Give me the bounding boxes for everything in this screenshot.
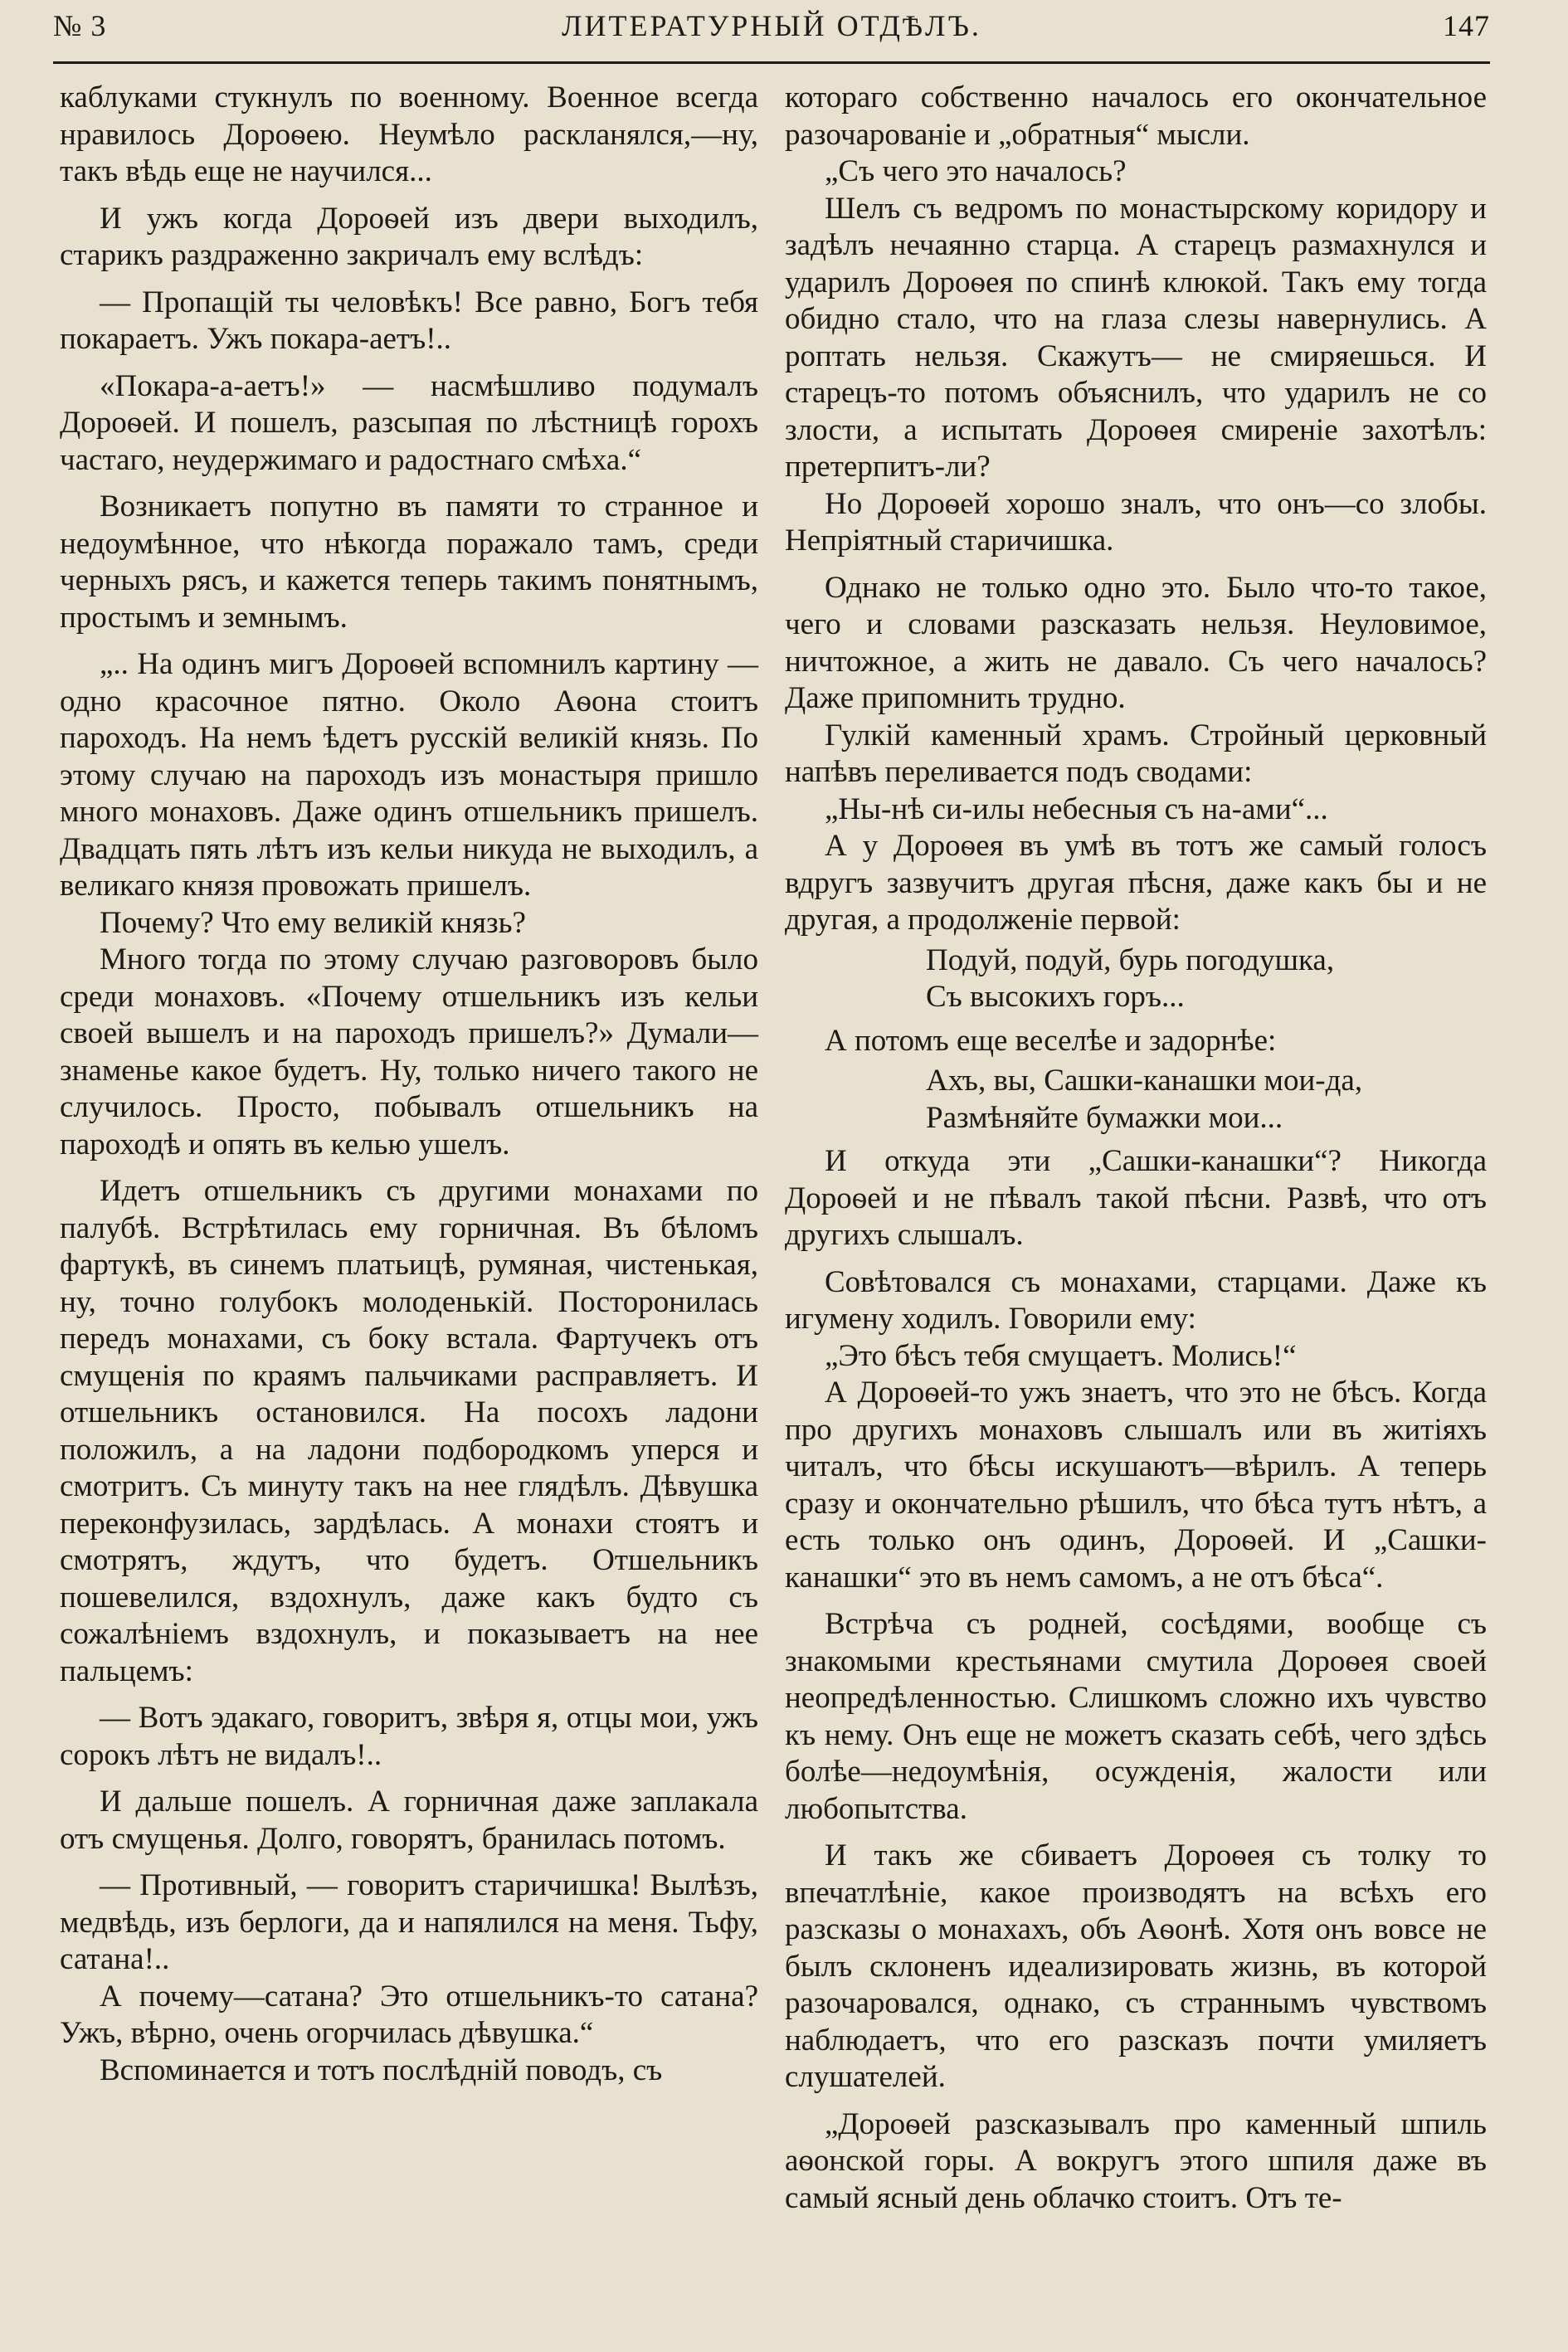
paragraph: И откуда эти „Сашки-канашки“? Никогда Дороѳей и не пѣвалъ такой пѣсни. Развѣ, что отъ другихъ слышалъ. [785,1144,1487,1252]
verse-line: Подуй, подуй, бурь погодушка, [926,942,1335,977]
verse-line: Размѣняйте бумажки мои... [926,1100,1283,1135]
paragraph: А потомъ еще веселѣе и задорнѣе: [825,1023,1277,1058]
paragraph: Идетъ отшельникъ съ другими монахами по палубѣ. Встрѣтилась ему горничная. Въ бѣломъ фартукѣ, въ синемъ платьицѣ, румяная, чистенькая, ну, точно голубокъ молоденькій. Посторонилась передъ монахами, съ боку встала. Фартучекъ отъ смущенія по краямъ пальчиками расправляетъ. И отшельникъ остановился. На посохъ ладони положилъ, а на ладони подбородкомъ уперся и смотритъ. Съ минуту такъ на нее глядѣлъ. Дѣвушка переконфузилась, зардѣлась. А монахи стоятъ и смотрятъ, ждутъ, что будетъ. Отшельникъ пошевелился, вздохнулъ, даже какъ будто съ сожалѣніемъ вздохнулъ, и показываетъ на нее пальцемъ: [60,1174,758,1688]
paragraph: Шелъ съ ведромъ по монастырскому коридору и задѣлъ нечаянно старца. А старецъ размахнулся и ударилъ Дороѳея по спинѣ клюкой. Такъ ему тогда обидно стало, что на глаза слезы навернулись. А роптать нельзя. Скажутъ— не смиряешься. И старецъ-то потомъ объяснилъ, что ударилъ не со злости, а испытать Дороѳея смиреніе захотѣлъ: претерпитъ-ли? [785,191,1487,484]
paragraph: — Противный, — говоритъ старичишка! Вылѣзъ, медвѣдь, изъ берлоги, да и напялился на меня. Тьфу, сатана!.. [60,1868,758,1976]
left-column [60,80,758,2089]
page-number: 147 [1443,9,1490,42]
paragraph: котораго собственно началось его окончательное разочарованіе и „обратныя“ мысли. [785,80,1487,152]
paragraph: „Ны-нѣ си-илы небесныя съ на-ами“... [825,791,1328,826]
verse-block [785,942,1487,1016]
paragraph: Почему? Что ему великій князь? [100,905,526,940]
paragraph: Вспоминается и тотъ послѣдній поводъ, съ [100,2053,663,2087]
right-column [785,80,1487,2217]
paragraph: «Покара-а-аетъ!» — насмѣшливо подумалъ Дороѳей. И пошелъ, разсыпая по лѣстницѣ горохъ частаго, неудержимаго и радостнаго смѣха.“ [60,368,758,477]
paragraph: Гулкій каменный храмъ. Стройный церковный напѣвъ переливается подъ сводами: [785,718,1487,789]
section-title: ЛИТЕРАТУРНЫЙ ОТДѢЛЪ. [562,9,981,42]
paragraph: Совѣтовался съ монахами, старцами. Даже къ игумену ходилъ. Говорили ему: [785,1264,1487,1336]
paragraph: „Дороѳей разсказывалъ про каменный шпиль аѳонской горы. А вокругъ этого шпиля даже въ самый ясный день облачко стоитъ. Отъ те- [785,2106,1487,2215]
paragraph: И ужъ когда Дороѳей изъ двери выходилъ, старикъ раздраженно закричалъ ему вслѣдъ: [60,201,758,272]
paragraph: Однако не только одно это. Было что-то такое, чего и словами разсказать нельзя. Неуловимое, ничтожное, а жить не давало. Съ чего началось? Даже припомнить трудно. [785,570,1487,715]
paragraph: А почему—сатана? Это отшельникъ-то сатана? Ужъ, вѣрно, очень огорчилась дѣвушка.“ [60,1979,758,2050]
paragraph: Возникаетъ попутно въ памяти то странное и недоумѣнное, что нѣкогда поражало тамъ, среди черныхъ рясъ, и кажется теперь такимъ понятнымъ, простымъ и земнымъ. [60,489,758,635]
paragraph: И такъ же сбиваетъ Дороѳея съ толку то впечатлѣніе, какое производятъ на всѣхъ его разсказы о монахахъ, объ Аѳонѣ. Хотя онъ вовсе не былъ склоненъ идеализировать жизнь, въ которой разочаровался, однако, съ страннымъ чувствомъ наблюдаетъ, что его разсказъ почти умиляетъ слушателей. [785,1838,1487,2094]
running-header [53,5,1490,46]
verse-line: Ахъ, вы, Сашки-канашки мои-да, [926,1064,1363,1098]
paragraph: И дальше пошелъ. А горничная даже заплакала отъ смущенья. Долго, говорятъ, бранилась потомъ. [60,1785,758,1856]
verse-block [785,1063,1487,1137]
issue-number: № 3 [53,9,107,42]
paragraph: А Дороѳей-то ужъ знаетъ, что это не бѣсъ. Когда про другихъ монаховъ слышалъ или въ житіяхъ читалъ, что бѣсы искушаютъ—вѣрилъ. А теперь сразу и окончательно рѣшилъ, что бѣса тутъ нѣтъ, а есть только онъ одинъ, Дороѳей. И „Сашки-канашки“ это въ немъ самомъ, а не отъ бѣса“. [785,1376,1487,1595]
paragraph: „.. На одинъ мигъ Дороѳей вспомнилъ картину — одно красочное пятно. Около Аѳона стоитъ пароходъ. На немъ ѣдетъ русскій великій князь. По этому случаю на пароходъ изъ монастыря пришло много монаховъ. Даже одинъ отшельникъ пришелъ. Двадцать пять лѣтъ изъ кельи никуда не выходилъ, а великаго князя провожать пришелъ. [60,647,758,903]
paragraph: — Пропащій ты человѣкъ! Все равно, Богъ тебя покараетъ. Ужъ покара-аетъ!.. [60,285,758,356]
paragraph: Но Дороѳей хорошо зналъ, что онъ—со злобы. Непріятный старичишка. [785,486,1487,558]
paragraph: „Это бѣсъ тебя смущаетъ. Молись!“ [825,1338,1297,1373]
verse-line: Съ высокихъ горъ... [926,980,1185,1014]
paragraph: Много тогда по этому случаю разговоровъ было среди монаховъ. «Почему отшельникъ изъ кельи своей вышелъ и на пароходъ пришелъ?» Думали—знаменье какое будетъ. Ну, только ничего такого не случилось. Просто, побывалъ отшельникъ на пароходѣ и опять въ келью ушелъ. [60,942,758,1161]
paragraph: — Вотъ эдакаго, говоритъ, звѣря я, отцы мои, ужъ сорокъ лѣтъ не видалъ!.. [60,1701,758,1772]
paragraph: А у Дороѳея въ умѣ въ тотъ же самый голосъ вдругъ зазвучитъ другая пѣсня, даже какъ бы и не другая, а продолженіе первой: [785,829,1487,937]
paragraph: Встрѣча съ родней, сосѣдями, вообще съ знакомыми крестьянами смутила Дороѳея своей неопредѣленностью. Слишкомъ сложно ихъ чувство къ нему. Онъ еще не можетъ сказать себѣ, чего здѣсь болѣе—недоумѣнія, осужденія, жалости или любопытства. [785,1607,1487,1826]
paragraph: каблуками стукнулъ по военному. Военное всегда нравилось Дороѳею. Неумѣло раскланялся,—ну, такъ вѣдь еще не научился... [60,80,758,188]
header-rule [53,61,1490,64]
paragraph: „Съ чего это началось? [825,154,1127,188]
